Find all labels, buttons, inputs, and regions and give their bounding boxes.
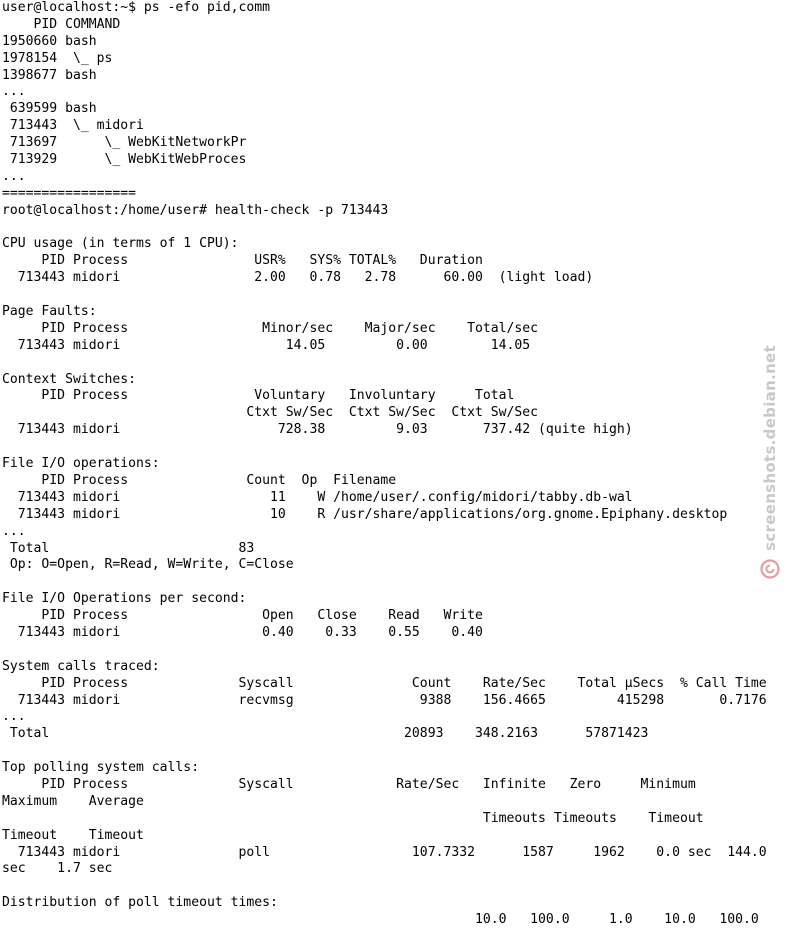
terminal-line: Op: O=Open, R=Read, W=Write, C=Close [2, 557, 294, 573]
terminal-line [2, 878, 781, 895]
terminal-line: 10.0 100.0 1.0 10.0 100.0 [2, 912, 759, 928]
terminal-line: Distribution of poll timeout times: [2, 895, 278, 911]
terminal-line: 713443 midori 728.38 9.03 737.42 (quite high) [2, 422, 633, 438]
terminal-output[interactable] [2, 0, 781, 928]
terminal-line: Timeout Timeout [2, 827, 144, 843]
terminal-line [2, 220, 781, 237]
terminal-line: File I/O Operations per second: [2, 591, 247, 607]
terminal-line: PID Process Minor/sec Major/sec Total/sec [2, 320, 539, 336]
terminal-line: 713443 midori recvmsg 9388 156.4665 415298 0.7176 [2, 692, 767, 708]
terminal-line: Page Faults: [2, 304, 97, 320]
terminal-line [2, 574, 781, 591]
terminal-line [2, 355, 781, 372]
terminal-line: System calls traced: [2, 658, 160, 674]
terminal-line: PID Process Open Close Read Write [2, 608, 483, 624]
terminal-line: 639599 bash [2, 101, 97, 117]
terminal-line: Total 83 [2, 540, 255, 556]
terminal-line: Top polling system calls: [2, 760, 200, 776]
terminal-line: sec 1.7 sec [2, 861, 113, 877]
terminal-line: File I/O operations: [2, 456, 160, 472]
terminal-line [2, 287, 781, 304]
terminal-line: PID Process Count Op Filename [2, 472, 397, 488]
terminal-line: ================= [2, 185, 137, 201]
terminal-line: CPU usage (in terms of 1 CPU): [2, 236, 239, 252]
terminal-line: 713929 \_ WebKitWebProces [2, 152, 247, 168]
terminal-line: PID COMMAND [2, 16, 121, 32]
terminal-line: user@localhost:~$ ps -efo pid,comm [2, 0, 271, 15]
terminal-line: 1978154 \_ ps [2, 50, 113, 66]
terminal-line: PID Process Syscall Count Rate/Sec Total µSecs % Call Time [2, 675, 767, 691]
terminal-line [2, 743, 781, 760]
watermark-text: screenshots.debian.net [761, 345, 779, 551]
terminal-line: Ctxt Sw/Sec Ctxt Sw/Sec Ctxt Sw/Sec [2, 405, 539, 421]
terminal-line: PID Process USR% SYS% TOTAL% Duration [2, 253, 483, 269]
terminal-line: Maximum Average [2, 793, 144, 809]
terminal-line: 713443 midori 0.40 0.33 0.55 0.40 [2, 624, 483, 640]
terminal-line: 713443 midori 2.00 0.78 2.78 60.00 (light load) [2, 270, 594, 286]
terminal-line: 1950660 bash [2, 33, 97, 49]
terminal-line: ... [2, 523, 26, 539]
terminal-line: 713697 \_ WebKitNetworkPr [2, 135, 247, 151]
debian-swirl-icon [760, 559, 780, 579]
terminal-line: root@localhost:/home/user# health-check -p 713443 [2, 202, 389, 218]
terminal-line: PID Process Syscall Rate/Sec Infinite Zero Minimum [2, 776, 696, 792]
terminal-line: 713443 midori poll 107.7332 1587 1962 0.0 sec 144.0 [2, 844, 767, 860]
terminal-line: 713443 midori 14.05 0.00 14.05 [2, 337, 531, 353]
watermark [752, 345, 788, 585]
terminal-line: PID Process Voluntary Involuntary Total [2, 388, 515, 404]
terminal-line: Timeouts Timeouts Timeout [2, 810, 704, 826]
terminal-line: ... [2, 709, 26, 725]
terminal-line: 1398677 bash [2, 67, 97, 83]
terminal-line [2, 642, 781, 659]
terminal-line: ... [2, 84, 26, 100]
terminal-line [2, 439, 781, 456]
terminal-line: ... [2, 168, 26, 184]
terminal-line: Total 20893 348.2163 57871423 [2, 726, 649, 742]
terminal-line: 713443 midori 10 R /usr/share/applications/org.gnome.Epiphany.desktop [2, 506, 728, 522]
terminal-line: 713443 \_ midori [2, 118, 144, 134]
terminal-line: Context Switches: [2, 371, 137, 387]
terminal-line: 713443 midori 11 W /home/user/.config/midori/tabby.db-wal [2, 489, 633, 505]
